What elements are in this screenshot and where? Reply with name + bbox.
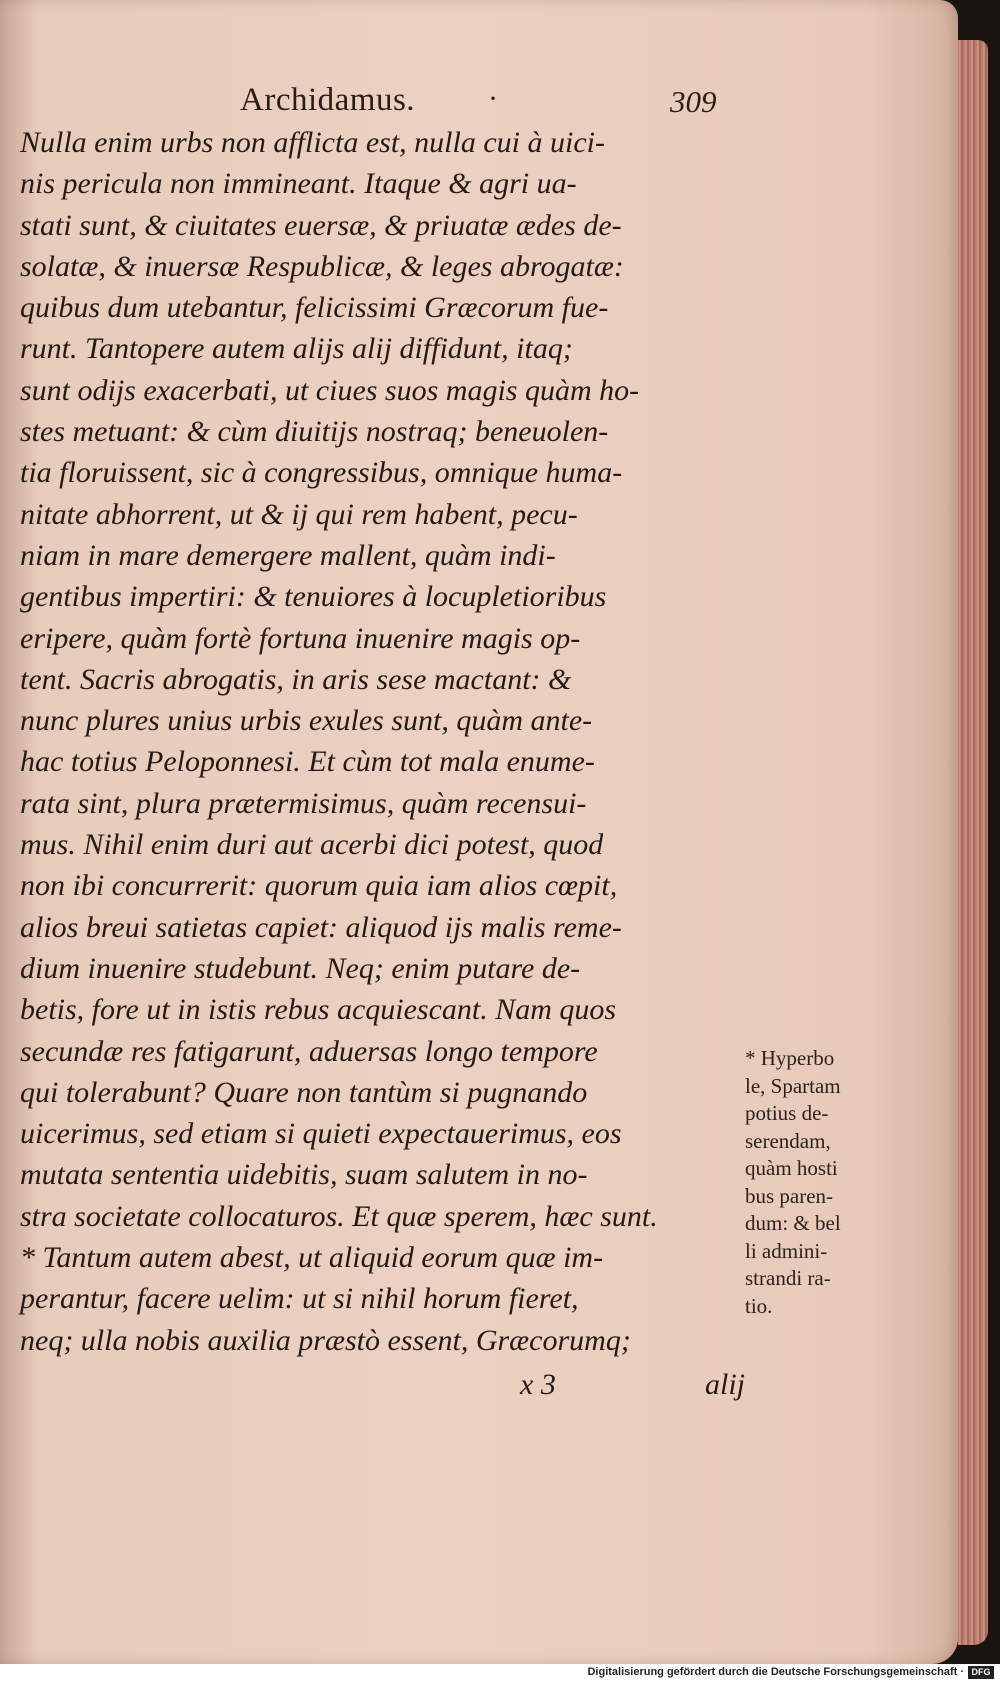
text-line: sunt odijs exacerbati, ut ciues suos magis quàm ho- [20,373,640,407]
text-line: hac totius Peloponnesi. Et cùm tot mala enume- [20,745,595,779]
body-text [20,122,740,1361]
page-number: 309 [670,84,717,119]
marginal-note-line: serendam, [745,1128,831,1153]
text-line: gentibus impertiri: & tenuiores à locupletioribus [20,580,607,614]
running-head-title: Archidamus. [240,82,416,118]
running-head [60,82,740,122]
signature-line [20,1368,746,1408]
text-line: nitate abhorrent, ut & ij qui rem habent, pecu- [20,497,578,531]
text-line: secundæ res fatigarunt, aduersas longo tempore [20,1034,598,1068]
text-line: non ibi concurrerit: quorum quia iam alios cœpit, [20,869,618,903]
marginal-note-line: tio. [745,1293,773,1318]
text-line: quibus dum utebantur, felicissimi Græcorum fue- [20,291,609,325]
text-line: stra societate collocaturos. Et quæ sperem, hæc sunt. [20,1199,658,1233]
marginal-note-line: quàm hosti [745,1156,838,1180]
text-line: nis pericula non immineant. Itaque & agri ua- [20,167,577,201]
footer-credit: Digitalisierung gefördert durch die Deutsche Forschungsgemeinschaft · [587,1666,964,1678]
signature-mark: x 3 [520,1368,556,1401]
footer-bar [0,1664,1000,1681]
text-line: alios breui satietas capiet: aliquod ijs malis reme- [20,910,622,944]
text-line: niam in mare demergere mallent, quàm indi- [20,538,556,572]
text-line: nunc plures unius urbis exules sunt, quàm ante- [20,704,593,738]
page-fore-edge [958,40,988,1645]
text-line: tia floruissent, sic à congressibus, omnique huma- [20,456,623,490]
text-line: tent. Sacris abrogatis, in aris sese mactant: & [20,662,572,696]
text-line: neq; ulla nobis auxilia præstò essent, Græcorumq; [20,1323,631,1357]
text-line: mus. Nihil enim duri aut acerbi dici potest, quod [20,828,604,862]
marginal-note-line: dum: & bel [745,1211,841,1235]
text-line: uicerimus, sed etiam si quieti expectauerimus, eos [20,1117,622,1151]
marginal-note [745,1045,885,1320]
text-line: rata sint, plura prætermisimus, quàm recensui- [20,786,587,820]
text-line: eripere, quàm fortè fortuna inuenire magis op- [20,621,581,655]
text-line: solatæ, & inuersæ Respublicæ, & leges abrogatæ: [20,249,624,283]
catchword: alij [705,1368,746,1401]
text-line: runt. Tantopere autem alijs alij diffidunt, itaq; [20,332,573,366]
text-line: stati sunt, & ciuitates euersæ, & priuatæ ædes de- [20,208,622,242]
running-head-separator: · [488,82,498,115]
text-line: * Tantum autem abest, ut aliquid eorum quæ im- [20,1241,604,1275]
marginal-note-line: li admini- [745,1238,828,1263]
marginal-note-line: le, Spartam [745,1073,841,1098]
marginal-note-line: bus paren- [745,1183,834,1208]
text-line: stes metuant: & cùm diuitijs nostraq; beneuolen- [20,415,609,449]
text-line: perantur, facere uelim: ut si nihil horum fieret, [20,1282,579,1316]
text-line: qui tolerabunt? Quare non tantùm si pugnando [20,1075,588,1109]
marginal-note-line: * Hyperbo [745,1046,835,1070]
text-line: Nulla enim urbs non afflicta est, nulla cui à uici- [20,126,605,159]
marginal-note-line: potius de- [745,1101,829,1125]
marginal-note-line: strandi ra- [745,1266,831,1290]
dfg-logo-icon: DFG [968,1666,994,1679]
text-line: mutata sententia uidebitis, suam salutem in no- [20,1158,588,1192]
text-line: betis, fore ut in istis rebus acquiescant. Nam quos [20,993,617,1027]
text-line: dium inuenire studebunt. Neq; enim putare de- [20,951,581,985]
